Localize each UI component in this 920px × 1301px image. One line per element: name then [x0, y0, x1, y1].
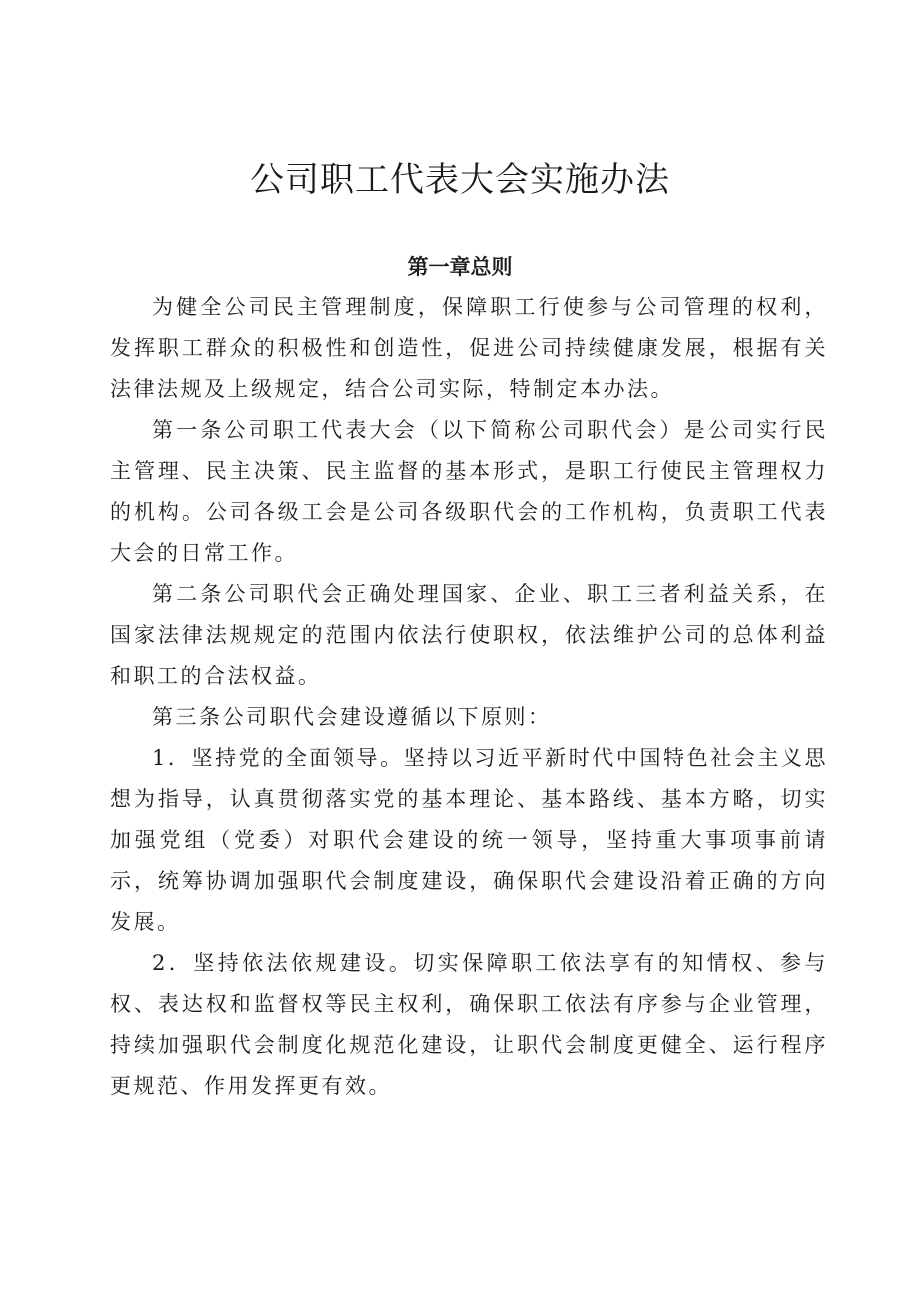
chapter-heading: 第一章总则 [407, 255, 513, 279]
paragraph-principle-1: 1．坚持党的全面领导。坚持以习近平新时代中国特色社会主义思想为指导，认真贯彻落实党的基本理论、基本路线、基本方略，切实加强党组（党委）对职代会建设的统一领导，坚持重大事项事前请示，统筹协调加强职代会制度建设，确保职代会建设沿着正确的方向发展。 [110, 746, 828, 934]
paragraph-article-1: 第一条公司职工代表大会（以下简称公司职代会）是公司实行民主管理、民主决策、民主监督的基本形式，是职工行使民主管理权力的机构。公司各级工会是公司各级职代会的工作机构，负责职工代表大会的日常工作。 [110, 418, 828, 565]
document-body [110, 287, 828, 1107]
paragraph-preamble: 为健全公司民主管理制度，保障职工行使参与公司管理的权利，发挥职工群众的积极性和创造性，促进公司持续健康发展，根据有关法律法规及上级规定，结合公司实际，特制定本办法。 [110, 295, 828, 401]
paragraph-article-3: 第三条公司职代会建设遵循以下原则： [152, 705, 552, 729]
document-title: 公司职工代表大会实施办法 [250, 160, 670, 200]
paragraph-article-2: 第二条公司职代会正确处理国家、企业、职工三者利益关系，在国家法律法规规定的范围内依法行使职权，依法维护公司的总体利益和职工的合法权益。 [110, 582, 828, 688]
paragraph-principle-2: 2．坚持依法依规建设。切实保障职工依法享有的知情权、参与权、表达权和监督权等民主权利，确保职工依法有序参与企业管理，持续加强职代会制度化规范化建设，让职代会制度更健全、运行程序更规范、作用发挥更有效。 [110, 951, 828, 1098]
